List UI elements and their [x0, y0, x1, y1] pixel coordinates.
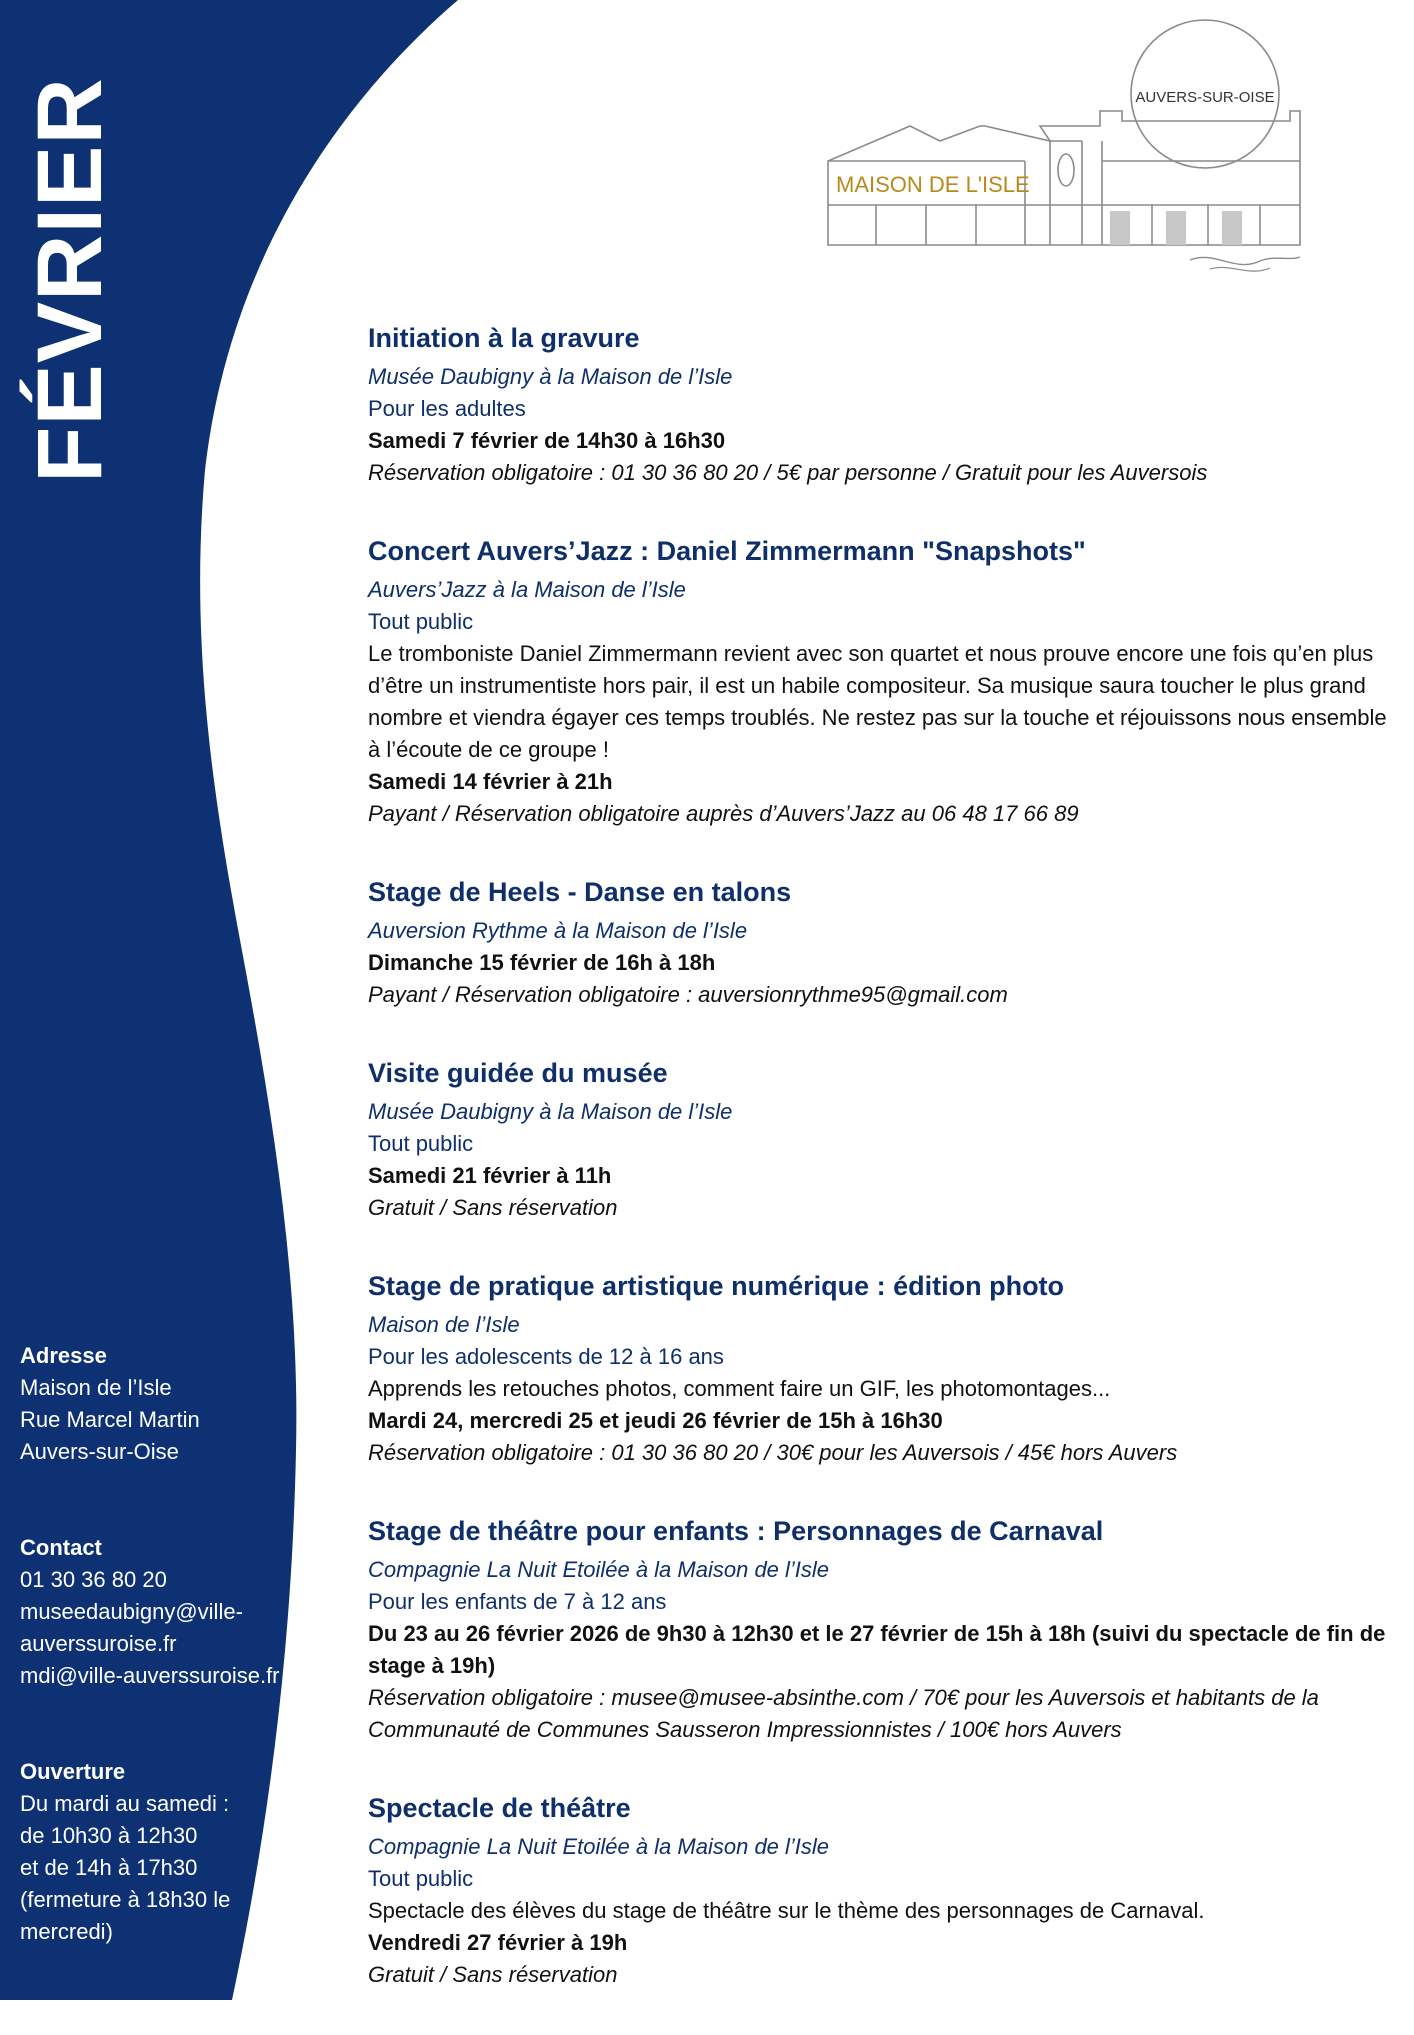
- address-line: Rue Marcel Martin: [20, 1407, 200, 1432]
- event-title: Initiation à la gravure: [368, 323, 640, 353]
- event-title: Spectacle de théâtre: [368, 1793, 631, 1823]
- opening-line: de 10h30 à 12h30: [20, 1823, 198, 1848]
- event-audience: Tout public: [368, 1866, 474, 1891]
- event-audience: Tout public: [368, 1131, 474, 1156]
- event-organizer: Compagnie La Nuit Etoilée à la Maison de l’Isle: [368, 1834, 830, 1859]
- opening-line: et de 14h à 17h30: [20, 1855, 198, 1880]
- event-item: [368, 1055, 1388, 1224]
- event-audience: Pour les adultes: [368, 396, 526, 421]
- event-audience: Pour les adolescents de 12 à 16 ans: [368, 1344, 724, 1369]
- address-block: [20, 1340, 320, 1468]
- event-organizer: Auversion Rythme à la Maison de l’Isle: [368, 918, 748, 943]
- event-organizer: Auvers’Jazz à la Maison de l’Isle: [368, 577, 686, 602]
- opening-line: (fermeture à 18h30 le: [20, 1887, 231, 1912]
- event-audience: Tout public: [368, 609, 474, 634]
- event-date: Du 23 au 26 février 2026 de 9h30 à 12h30 et le 27 février de 15h à 18h (suivi du spectacle de fin de stage à 19h): [368, 1621, 1386, 1678]
- event-organizer: Compagnie La Nuit Etoilée à la Maison de l’Isle: [368, 1557, 830, 1582]
- contact-email-line: museedaubigny@ville-: [20, 1599, 243, 1624]
- event-organizer: Maison de l’Isle: [368, 1312, 520, 1337]
- contact-phone: 01 30 36 80 20: [20, 1567, 167, 1592]
- event-date: Vendredi 27 février à 19h: [368, 1930, 628, 1955]
- event-audience: Pour les enfants de 7 à 12 ans: [368, 1589, 667, 1614]
- event-organizer: Musée Daubigny à la Maison de l’Isle: [368, 1099, 733, 1124]
- event-description: Apprends les retouches photos, comment faire un GIF, les photomontages...: [368, 1376, 1111, 1401]
- opening-heading: Ouverture: [20, 1759, 126, 1784]
- sidebar-info: [20, 1340, 320, 2012]
- month-title: FÉVRIER: [19, 77, 122, 483]
- contact-email-line: mdi@ville-auverssuroise.fr: [20, 1663, 280, 1688]
- event-title: Stage de Heels - Danse en talons: [368, 877, 792, 907]
- event-item: [368, 1268, 1388, 1469]
- address-line: Maison de l’Isle: [20, 1375, 172, 1400]
- event-title: Stage de pratique artistique numérique : édition photo: [368, 1271, 1065, 1301]
- logo-circle-text: AUVERS-SUR-OISE: [1135, 89, 1275, 106]
- month-title-container: [19, 40, 122, 520]
- event-date: Samedi 14 février à 21h: [368, 769, 613, 794]
- event-item: [368, 320, 1388, 489]
- event-item: [368, 533, 1388, 830]
- event-info: Payant / Réservation obligatoire auprès d’Auvers’Jazz au 06 48 17 66 89: [368, 801, 1079, 826]
- event-description: Le tromboniste Daniel Zimmermann revient avec son quartet et nous prouve encore une fois qu’en plus d’être un instrumentiste hors pair, il est un habile compositeur. Sa musique saura toucher le plus grand nombre et viendra égayer ces temps troublés. Ne restez pas sur la touche et réjouissons nous ensemble à l’écoute de ce groupe !: [368, 641, 1387, 762]
- event-organizer: Musée Daubigny à la Maison de l’Isle: [368, 364, 733, 389]
- address-line: Auvers-sur-Oise: [20, 1439, 179, 1464]
- event-date: Samedi 7 février de 14h30 à 16h30: [368, 428, 726, 453]
- opening-block: [20, 1756, 320, 1948]
- maison-de-lisle-logo: [820, 15, 1310, 275]
- opening-line: mercredi): [20, 1919, 113, 1944]
- opening-line: Du mardi au samedi :: [20, 1791, 230, 1816]
- event-date: Dimanche 15 février de 16h à 18h: [368, 950, 716, 975]
- event-description: Spectacle des élèves du stage de théâtre sur le thème des personnages de Carnaval.: [368, 1898, 1205, 1923]
- contact-block: [20, 1532, 320, 1692]
- event-title: Visite guidée du musée: [368, 1058, 668, 1088]
- address-heading: Adresse: [20, 1343, 107, 1368]
- event-info: Payant / Réservation obligatoire : auversionrythme95@gmail.com: [368, 982, 1008, 1007]
- event-info: Gratuit / Sans réservation: [368, 1962, 618, 1987]
- event-date: Mardi 24, mercredi 25 et jeudi 26 février de 15h à 16h30: [368, 1408, 943, 1433]
- event-item: [368, 1790, 1388, 1991]
- event-info: Réservation obligatoire : 01 30 36 80 20 / 5€ par personne / Gratuit pour les Auversois: [368, 460, 1208, 485]
- contact-email-line: auverssuroise.fr: [20, 1631, 177, 1656]
- contact-heading: Contact: [20, 1535, 102, 1560]
- event-date: Samedi 21 février à 11h: [368, 1163, 612, 1188]
- event-info: Gratuit / Sans réservation: [368, 1195, 618, 1220]
- event-item: [368, 874, 1388, 1011]
- event-info: Réservation obligatoire : 01 30 36 80 20 / 30€ pour les Auversois / 45€ hors Auvers: [368, 1440, 1178, 1465]
- events-list: [368, 320, 1388, 2035]
- event-title: Stage de théâtre pour enfants : Personnages de Carnaval: [368, 1516, 1104, 1546]
- event-title: Concert Auvers’Jazz : Daniel Zimmermann "Snapshots": [368, 536, 1086, 566]
- event-item: [368, 1513, 1388, 1746]
- event-info: Réservation obligatoire : musee@musee-absinthe.com / 70€ pour les Auversois et habitants de la Communauté de Communes Sausseron Impressionnistes / 100€ hors Auvers: [368, 1685, 1319, 1742]
- logo-building-text: MAISON DE L'ISLE: [836, 172, 1030, 197]
